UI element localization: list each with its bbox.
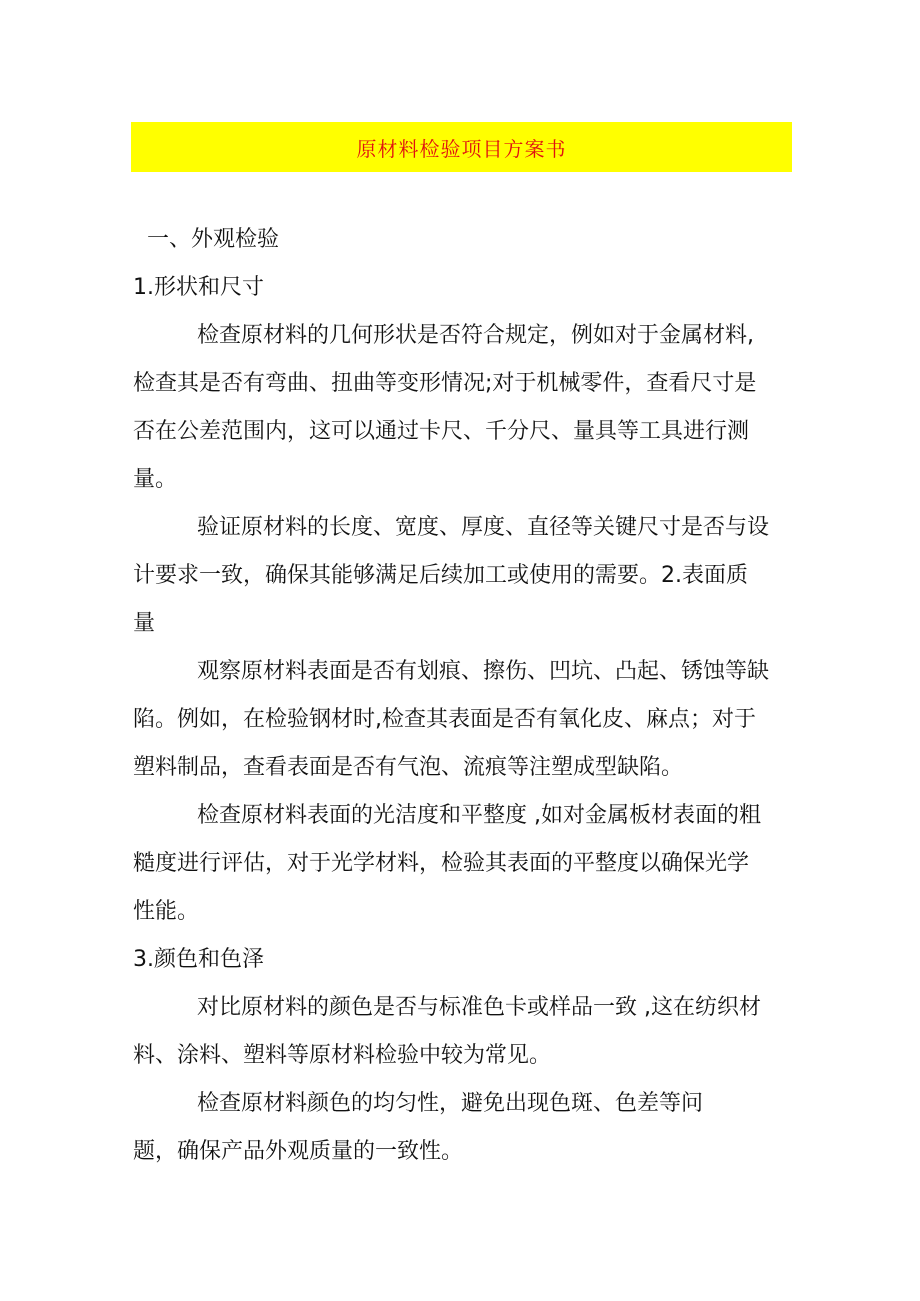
paragraph-color-uniformity	[133, 1080, 795, 1176]
paragraph-color-compare	[133, 984, 795, 1080]
section-heading-appearance: 一、外观检验	[147, 227, 280, 252]
text-line: 计要求一致，确保其能够满足后续加工或使用的需要。2.表面质	[133, 563, 748, 588]
paragraph-surface-defects	[133, 648, 795, 792]
text-line: 量	[133, 611, 156, 636]
subsection-heading-shape-size: 1.形状和尺寸	[133, 275, 264, 300]
text-line: 塑料制品，查看表面是否有气泡、流痕等注塑成型缺陷。	[133, 755, 684, 780]
text-line: 量。	[133, 467, 178, 492]
text-line: 检查其是否有弯曲、扭曲等变形情况;对于机械零件，查看尺寸是	[133, 371, 757, 396]
text-line: 否在公差范围内，这可以通过卡尺、千分尺、量具等工具进行测	[133, 419, 750, 444]
text-line: 观察原材料表面是否有划痕、擦伤、凹坑、凸起、锈蚀等缺	[197, 659, 770, 684]
document-title: 原材料检验项目方案书	[356, 136, 567, 161]
text-line: 料、涂料、塑料等原材料检验中较为常见。	[133, 1043, 552, 1068]
text-line: 陷。例如，在检验钢材时,检查其表面是否有氧化皮、麻点；对于	[133, 707, 756, 732]
text-line: 验证原材料的长度、宽度、厚度、直径等关键尺寸是否与设	[197, 515, 770, 540]
paragraph-shape-check	[133, 312, 795, 504]
text-line: 性能。	[133, 899, 200, 924]
text-line: 糙度进行评估，对于光学材料，检验其表面的平整度以确保光学	[133, 851, 750, 876]
text-line: 检查原材料表面的光洁度和平整度 ,如对金属板材表面的粗	[197, 803, 761, 828]
text-line: 题，确保产品外观质量的一致性。	[133, 1139, 464, 1164]
paragraph-surface-finish	[133, 792, 795, 936]
document-body	[133, 216, 795, 1176]
paragraph-dimension-check	[133, 504, 795, 648]
subsection-heading-color: 3.颜色和色泽	[133, 947, 264, 972]
text-line: 检查原材料的几何形状是否符合规定，例如对于金属材料,	[197, 323, 754, 348]
title-banner	[131, 122, 792, 172]
text-line: 对比原材料的颜色是否与标准色卡或样品一致 ,这在纺织材	[197, 995, 761, 1020]
text-line: 检查原材料颜色的均匀性，避免出现色斑、色差等问	[197, 1091, 704, 1116]
